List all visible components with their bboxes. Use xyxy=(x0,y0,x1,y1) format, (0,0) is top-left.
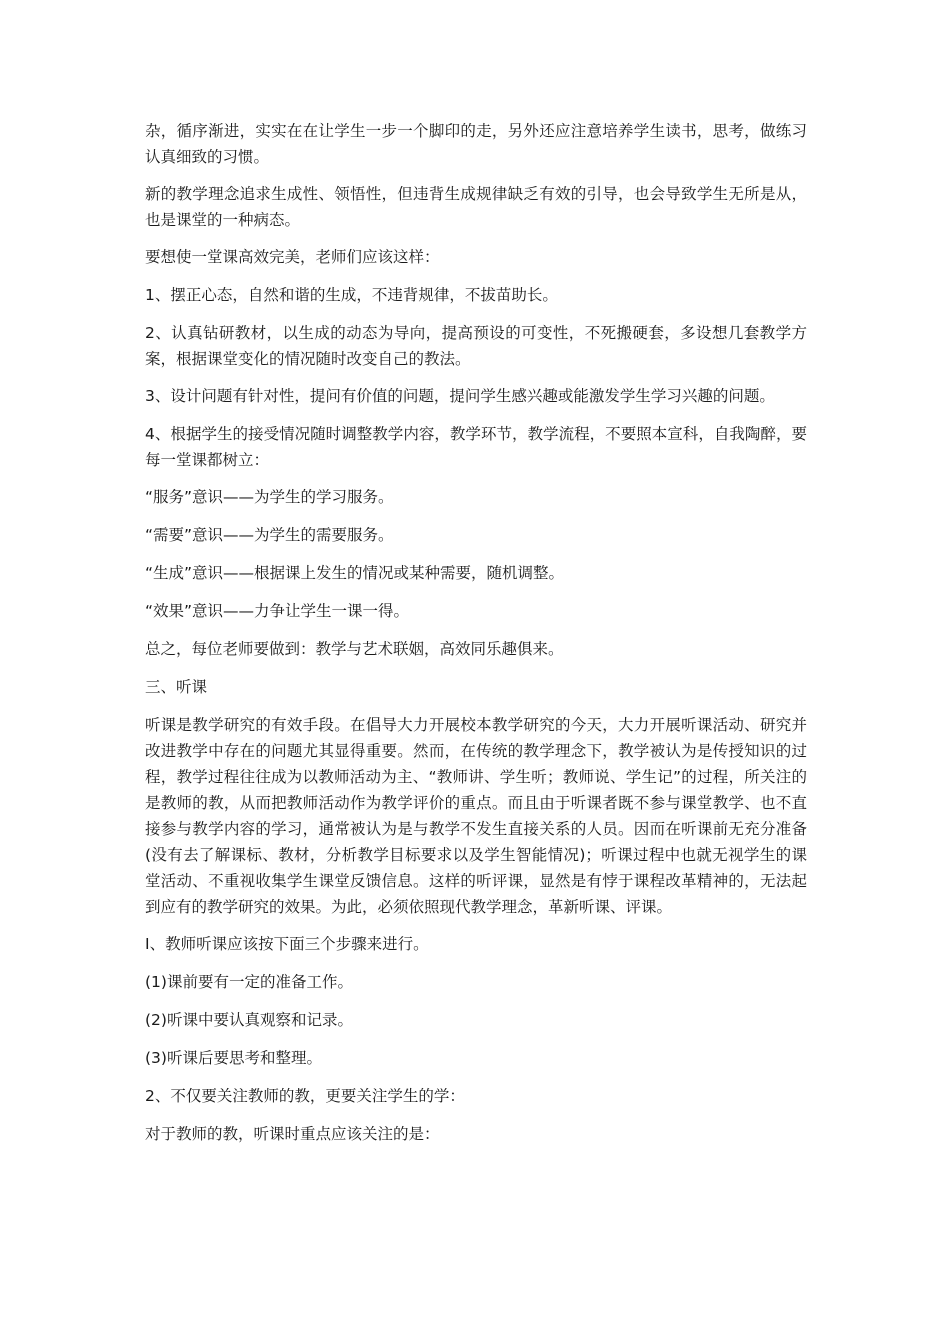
paragraph-summary: 总之，每位老师要做到：教学与艺术联姻，高效同乐趣俱来。 xyxy=(145,640,564,658)
paragraph-intro-list: 要想使一堂课高效完美，老师们应该这样： xyxy=(145,248,440,266)
list-item-steps: I、教师听课应该按下面三个步骤来进行。 xyxy=(145,935,429,953)
section-heading-listening: 三、听课 xyxy=(145,678,208,696)
awareness-effect: “效果”意识——力争让学生一课一得。 xyxy=(145,602,410,620)
paragraph-generative-teaching: 新的教学理念追求生成性、领悟性，但违背生成规律缺乏有效的引导，也会导致学生无所是从，也是课堂的一种病态。 xyxy=(145,185,807,229)
awareness-generation: “生成”意识——根据课上发生的情况或某种需要，随机调整。 xyxy=(145,564,565,582)
list-item-1: 1、摆正心态，自然和谐的生成，不违背规律，不拔苗助长。 xyxy=(145,286,558,304)
list-item-2: 2、认真钻研教材，以生成的动态为导向，提高预设的可变性，不死搬硬套，多设想几套教学方案，根据课堂变化的情况随时改变自己的教法。 xyxy=(145,324,807,368)
step-2: (2)听课中要认真观察和记录。 xyxy=(145,1011,353,1029)
awareness-service: “服务”意识——为学生的学习服务。 xyxy=(145,488,394,506)
list-item-3: 3、设计问题有针对性，提问有价值的问题，提问学生感兴趣或能激发学生学习兴趣的问题。 xyxy=(145,387,775,405)
list-item-4: 4、根据学生的接受情况随时调整教学内容，教学环节，教学流程，不要照本宣科，自我陶醉，要每一堂课都树立： xyxy=(145,425,807,469)
list-item-focus: 2、不仅要关注教师的教，更要关注学生的学： xyxy=(145,1087,465,1105)
paragraph-habits: 杂，循序渐进，实实在在让学生一步一个脚印的走，另外还应注意培养学生读书，思考，做练习认真细致的习惯。 xyxy=(145,122,807,166)
step-3: (3)听课后要思考和整理。 xyxy=(145,1049,322,1067)
document-body xyxy=(145,118,807,1159)
paragraph-teacher-focus: 对于教师的教，听课时重点应该关注的是： xyxy=(145,1125,440,1143)
awareness-need: “需要”意识——为学生的需要服务。 xyxy=(145,526,394,544)
paragraph-listening-intro: 听课是教学研究的有效手段。在倡导大力开展校本教学研究的今天，大力开展听课活动、研究并改进教学中存在的问题尤其显得重要。然而，在传统的教学理念下，教学被认为是传授知识的过程，教学过程往往成为以教师活动为主、“教师讲、学生听；教师说、学生记”的过程，所关注的是教师的教，从而把教师活动作为教学评价的重点。而且由于听课者既不参与课堂教学、也不直接参与教学内容的学习，通常被认为是与教学不发生直接关系的人员。因而在听课前无充分准备(没有去了解课标、教材，分析教学目标要求以及学生智能情况)；听课过程中也就无视学生的课堂活动、不重视收集学生课堂反馈信息。这样的听评课，显然是有悖于课程改革精神的，无法起到应有的教学研究的效果。为此，必须依照现代教学理念，革新听课、评课。 xyxy=(145,716,807,916)
step-1: (1)课前要有一定的准备工作。 xyxy=(145,973,353,991)
